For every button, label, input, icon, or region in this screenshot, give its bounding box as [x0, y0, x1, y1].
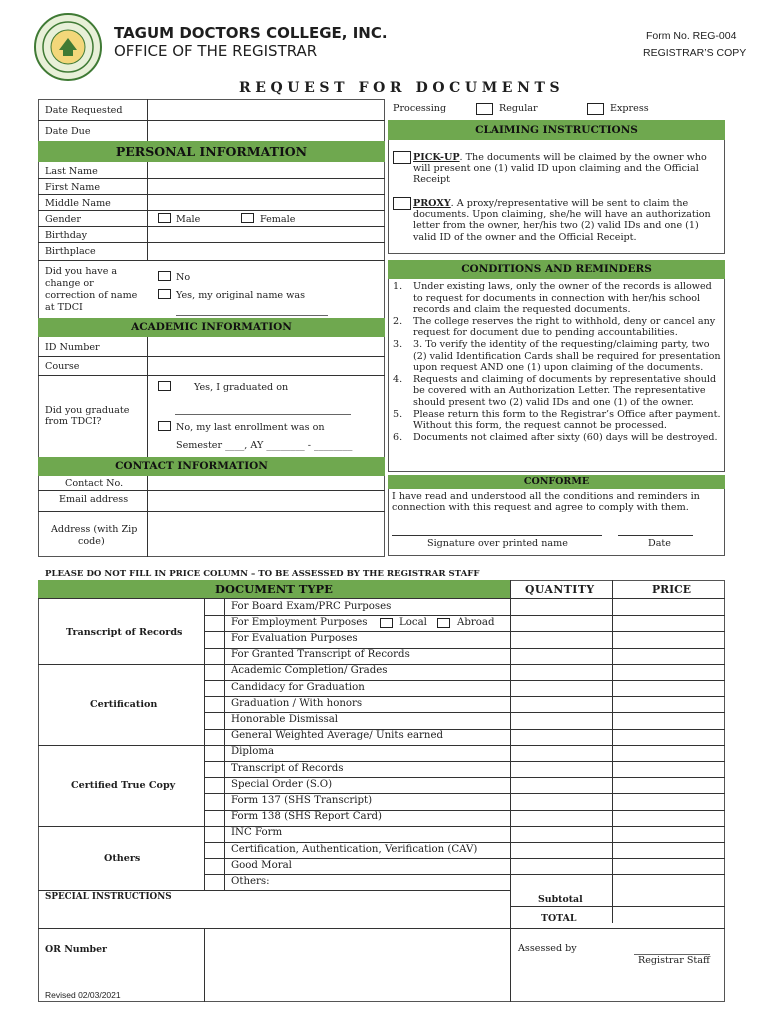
- tor-item-checkbox[interactable]: [205, 631, 224, 647]
- assessed-by-label: Assessed by: [518, 943, 577, 954]
- name-change-yes-checkbox[interactable]: [158, 289, 171, 299]
- condition-line: Under existing laws, only the owner of the records is allowed: [413, 281, 712, 292]
- academic-info-header: ACADEMIC INFORMATION: [38, 318, 385, 337]
- others-item-checkbox[interactable]: [205, 858, 224, 874]
- pickup-line-3: Receipt: [413, 174, 451, 185]
- revised-date: Revised 02/03/2021: [45, 990, 121, 1000]
- pickup-text-1: . The documents will be claimed by the owner who: [459, 152, 707, 163]
- ctc-item-label: Diploma: [231, 746, 275, 758]
- tor-item-label: For Employment Purposes: [231, 616, 368, 628]
- ctc-quantity-field[interactable]: [511, 793, 612, 809]
- cert-item-label: Candidacy for Graduation: [231, 681, 365, 693]
- condition-line: The college reserves the right to withhold, deny or cancel any: [413, 315, 716, 327]
- others-group-label: Others: [104, 853, 141, 864]
- or-number-label: OR Number: [45, 944, 107, 955]
- ctc-item-label: Special Order (S.O): [231, 778, 333, 790]
- email-label: Email address: [59, 494, 129, 505]
- subtotal-label: Subtotal: [538, 894, 583, 905]
- others-item-label: Others:: [231, 875, 270, 887]
- condition-number: 2.: [393, 315, 403, 327]
- condition-line: records and claim the requested documents.: [413, 304, 631, 316]
- local-label: Local: [399, 617, 427, 628]
- registrar-copy: REGISTRAR’S COPY: [643, 47, 747, 59]
- ctc-item-checkbox[interactable]: [205, 793, 224, 809]
- conforme-header: CONFORME: [388, 475, 725, 489]
- ctc-item-label: Transcript of Records: [231, 762, 344, 774]
- middle-name-field[interactable]: [148, 195, 384, 210]
- others-quantity-field[interactable]: [511, 826, 612, 842]
- pickup-line-2: will present one (1) valid ID upon claiming and the Official: [413, 163, 699, 174]
- regular-checkbox[interactable]: [476, 103, 493, 115]
- others-quantity-field[interactable]: [511, 874, 612, 890]
- middle-name-label: Middle Name: [45, 198, 111, 209]
- express-label: Express: [610, 103, 649, 114]
- form-title: REQUEST FOR DOCUMENTS: [239, 80, 565, 96]
- condition-line: Requests and claiming of documents by representative should: [413, 373, 717, 385]
- gender-label: Gender: [45, 214, 81, 225]
- row-divider: [204, 874, 725, 875]
- proxy-line-3: letter from the owner, her/his two (2) valid IDs and one (1): [413, 220, 699, 231]
- name-change-no-checkbox[interactable]: [158, 271, 171, 281]
- ctc-quantity-field[interactable]: [511, 745, 612, 761]
- condition-number: 4.: [393, 373, 403, 385]
- contact-info-header: CONTACT INFORMATION: [38, 457, 385, 476]
- pickup-line-1: [413, 152, 707, 163]
- cert-item-label: Honorable Dismissal: [231, 713, 339, 725]
- cert-quantity-field[interactable]: [511, 680, 612, 696]
- conditions-header: CONDITIONS AND REMINDERS: [388, 260, 725, 279]
- cert-item-checkbox[interactable]: [205, 664, 224, 680]
- cert-quantity-field[interactable]: [511, 712, 612, 728]
- graduated-yes-label: Yes, I graduated on: [194, 382, 289, 393]
- registrar-staff-label: Registrar Staff: [638, 955, 710, 966]
- name-change-question-3: correction of name: [45, 290, 138, 301]
- total-label: TOTAL: [541, 913, 577, 924]
- ctc-item-checkbox[interactable]: [205, 810, 224, 826]
- graduation-date-line[interactable]: [175, 414, 351, 415]
- proxy-text-1: . A proxy/representative will be sent to claim the: [450, 198, 689, 209]
- tor-item-checkbox[interactable]: [205, 648, 224, 664]
- condition-line: Documents not claimed after sixty (60) days will be destroyed.: [413, 431, 718, 443]
- condition-number: 5.: [393, 408, 403, 420]
- price-header: PRICE: [652, 583, 691, 596]
- name-change-yes-label: Yes, my original name was: [176, 290, 305, 301]
- condition-line: 3. To verify the identity of the requesting/claiming party, two: [413, 339, 710, 350]
- others-item-label: Good Moral: [231, 859, 292, 871]
- cert-quantity-field[interactable]: [511, 729, 612, 745]
- certification-group-label: Certification: [90, 699, 158, 710]
- tor-item-checkbox[interactable]: [205, 599, 224, 615]
- condition-number: 6.: [393, 431, 403, 443]
- others-item-label: Certification, Authentication, Verification (CAV): [231, 843, 478, 855]
- address-field[interactable]: [148, 512, 384, 556]
- ctc-item-checkbox[interactable]: [205, 745, 224, 761]
- ctc-item-label: Form 138 (SHS Report Card): [231, 811, 382, 823]
- graduate-question-2: from TDCI?: [45, 416, 102, 427]
- abroad-label: Abroad: [457, 617, 495, 628]
- proxy-checkbox[interactable]: [393, 197, 411, 210]
- cert-item-label: Graduation / With honors: [231, 697, 363, 709]
- others-quantity-field[interactable]: [511, 842, 612, 858]
- address-label-1: Address (with Zip: [51, 524, 138, 535]
- ctc-item-label: Form 137 (SHS Transcript): [231, 794, 373, 806]
- date-due-field[interactable]: [148, 121, 384, 141]
- express-checkbox[interactable]: [587, 103, 604, 115]
- tor-item-label: For Granted Transcript of Records: [231, 649, 410, 661]
- date-due-label: Date Due: [45, 126, 91, 137]
- last-name-label: Last Name: [45, 166, 98, 177]
- graduated-no-checkbox[interactable]: [158, 421, 171, 431]
- male-checkbox[interactable]: [158, 213, 171, 223]
- last-name-field[interactable]: [148, 163, 384, 178]
- pickup-label: PICK-UP: [413, 152, 460, 163]
- course-field[interactable]: [148, 357, 384, 375]
- office-name: OFFICE OF THE REGISTRAR: [114, 42, 318, 60]
- others-item-checkbox[interactable]: [205, 826, 224, 842]
- row-divider: [38, 826, 725, 827]
- cert-item-checkbox[interactable]: [205, 729, 224, 745]
- original-name-line[interactable]: [176, 315, 328, 316]
- first-name-label: First Name: [45, 182, 101, 193]
- conforme-date-label: Date: [648, 538, 671, 549]
- tor-item-label: For Board Exam/PRC Purposes: [231, 600, 392, 612]
- graduated-no-label: No, my last enrollment was on: [176, 422, 325, 433]
- tor-group-label: Transcript of Records: [66, 627, 183, 638]
- subtotal-field[interactable]: [613, 891, 724, 906]
- date-requested-field[interactable]: [148, 100, 384, 120]
- date-requested-label: Date Requested: [45, 105, 123, 116]
- condition-line: request for document due to pending accountabilities.: [413, 327, 678, 339]
- cert-quantity-field[interactable]: [511, 696, 612, 712]
- ctc-item-checkbox[interactable]: [205, 777, 224, 793]
- others-quantity-field[interactable]: [511, 858, 612, 874]
- cert-item-checkbox[interactable]: [205, 680, 224, 696]
- name-change-question-1: Did you have a: [45, 266, 118, 277]
- ctc-quantity-field[interactable]: [511, 761, 612, 777]
- condition-line: should present two (2) valid IDs and one (1) of the owner.: [413, 397, 694, 408]
- form-number: Form No. REG-004: [646, 30, 737, 42]
- proxy-line-2: documents. Upon claiming, she/he will have an authorization: [413, 209, 711, 220]
- condition-line: upon request AND one (1) upon claiming of the documents.: [413, 362, 704, 374]
- conforme-date-line[interactable]: [618, 535, 693, 536]
- processing-label: Processing: [393, 103, 447, 114]
- tor-quantity-field[interactable]: [511, 599, 612, 615]
- ctc-item-checkbox[interactable]: [205, 761, 224, 777]
- tor-quantity-field[interactable]: [511, 615, 612, 631]
- document-type-header: DOCUMENT TYPE: [38, 580, 510, 598]
- proxy-line-4: valid ID of the owner and the Official Receipt.: [413, 232, 637, 243]
- birthday-label: Birthday: [45, 230, 88, 241]
- ctc-quantity-field[interactable]: [511, 777, 612, 793]
- cert-quantity-field[interactable]: [511, 664, 612, 680]
- graduated-yes-checkbox[interactable]: [158, 381, 171, 391]
- proxy-line-1: [413, 198, 688, 209]
- pickup-checkbox[interactable]: [393, 151, 411, 164]
- tor-item-label: For Evaluation Purposes: [231, 632, 358, 644]
- birthday-field[interactable]: [148, 227, 384, 242]
- female-label: Female: [260, 214, 296, 225]
- college-name: TAGUM DOCTORS COLLEGE, INC.: [114, 24, 388, 42]
- male-label: Male: [176, 214, 201, 225]
- others-item-checkbox[interactable]: [205, 842, 224, 858]
- signature-label: Signature over printed name: [427, 538, 568, 549]
- condition-line: be covered with an Authorization Letter. The representative: [413, 385, 706, 397]
- condition-line: (2) valid Identification Cards shall be required for presentation: [413, 350, 721, 362]
- personal-info-header: PERSONAL INFORMATION: [38, 141, 385, 162]
- college-logo: [33, 12, 103, 82]
- cert-item-label: General Weighted Average/ Units earned: [231, 730, 444, 742]
- condition-number: 1.: [393, 281, 403, 292]
- female-checkbox[interactable]: [241, 213, 254, 223]
- birthplace-label: Birthplace: [45, 246, 96, 257]
- name-change-question-2: change or: [45, 278, 94, 289]
- contact-no-field[interactable]: [148, 477, 384, 490]
- conforme-line-1: I have read and understood all the conditions and reminders in: [392, 491, 700, 502]
- ctc-quantity-field[interactable]: [511, 810, 612, 826]
- tor-quantity-field[interactable]: [511, 648, 612, 664]
- proxy-label: PROXY: [413, 198, 451, 209]
- conforme-line-2: connection with this request and agree to comply with them.: [392, 502, 689, 513]
- quantity-header: QUANTITY: [525, 583, 595, 596]
- special-instructions-label: SPECIAL INSTRUCTIONS: [45, 892, 172, 902]
- total-field[interactable]: [613, 907, 724, 927]
- or-number-field[interactable]: [205, 929, 510, 1001]
- email-field[interactable]: [148, 491, 384, 511]
- name-change-question-4: at TDCI: [45, 302, 83, 313]
- others-item-label: INC Form: [231, 827, 283, 839]
- address-label-2: code): [78, 536, 105, 547]
- first-name-field[interactable]: [148, 179, 384, 194]
- cert-item-label: Academic Completion/ Grades: [231, 665, 388, 677]
- condition-line: Without this form, the request cannot be processed.: [413, 420, 667, 432]
- special-instructions-field[interactable]: [39, 905, 509, 927]
- contact-no-label: Contact No.: [65, 478, 124, 489]
- local-checkbox[interactable]: [380, 618, 393, 628]
- signature-line[interactable]: [392, 535, 602, 536]
- name-change-no-label: No: [176, 272, 191, 283]
- condition-number: 3.: [393, 339, 403, 350]
- condition-line: Please return this form to the Registrar’s Office after payment.: [413, 408, 721, 420]
- tor-quantity-field[interactable]: [511, 631, 612, 647]
- tor-item-checkbox[interactable]: [205, 615, 224, 631]
- cert-item-checkbox[interactable]: [205, 712, 224, 728]
- id-number-field[interactable]: [148, 338, 384, 356]
- id-number-label: ID Number: [45, 342, 100, 353]
- others-item-checkbox[interactable]: [205, 874, 224, 890]
- birthplace-field[interactable]: [148, 243, 384, 260]
- graduate-question-1: Did you graduate: [45, 405, 130, 416]
- abroad-checkbox[interactable]: [437, 618, 450, 628]
- price-notice: PLEASE DO NOT FILL IN PRICE COLUMN – TO BE ASSESSED BY THE REGISTRAR STAFF: [45, 569, 480, 579]
- condition-line: to request for documents in connection with her/his school: [413, 292, 701, 304]
- semester-ay-line: Semester ____, AY ________ - ________: [176, 440, 353, 451]
- regular-label: Regular: [499, 103, 538, 114]
- cert-item-checkbox[interactable]: [205, 696, 224, 712]
- course-label: Course: [45, 361, 80, 372]
- row-divider: [38, 745, 725, 746]
- claiming-header: CLAIMING INSTRUCTIONS: [388, 120, 725, 140]
- ctc-group-label: Certified True Copy: [71, 780, 176, 791]
